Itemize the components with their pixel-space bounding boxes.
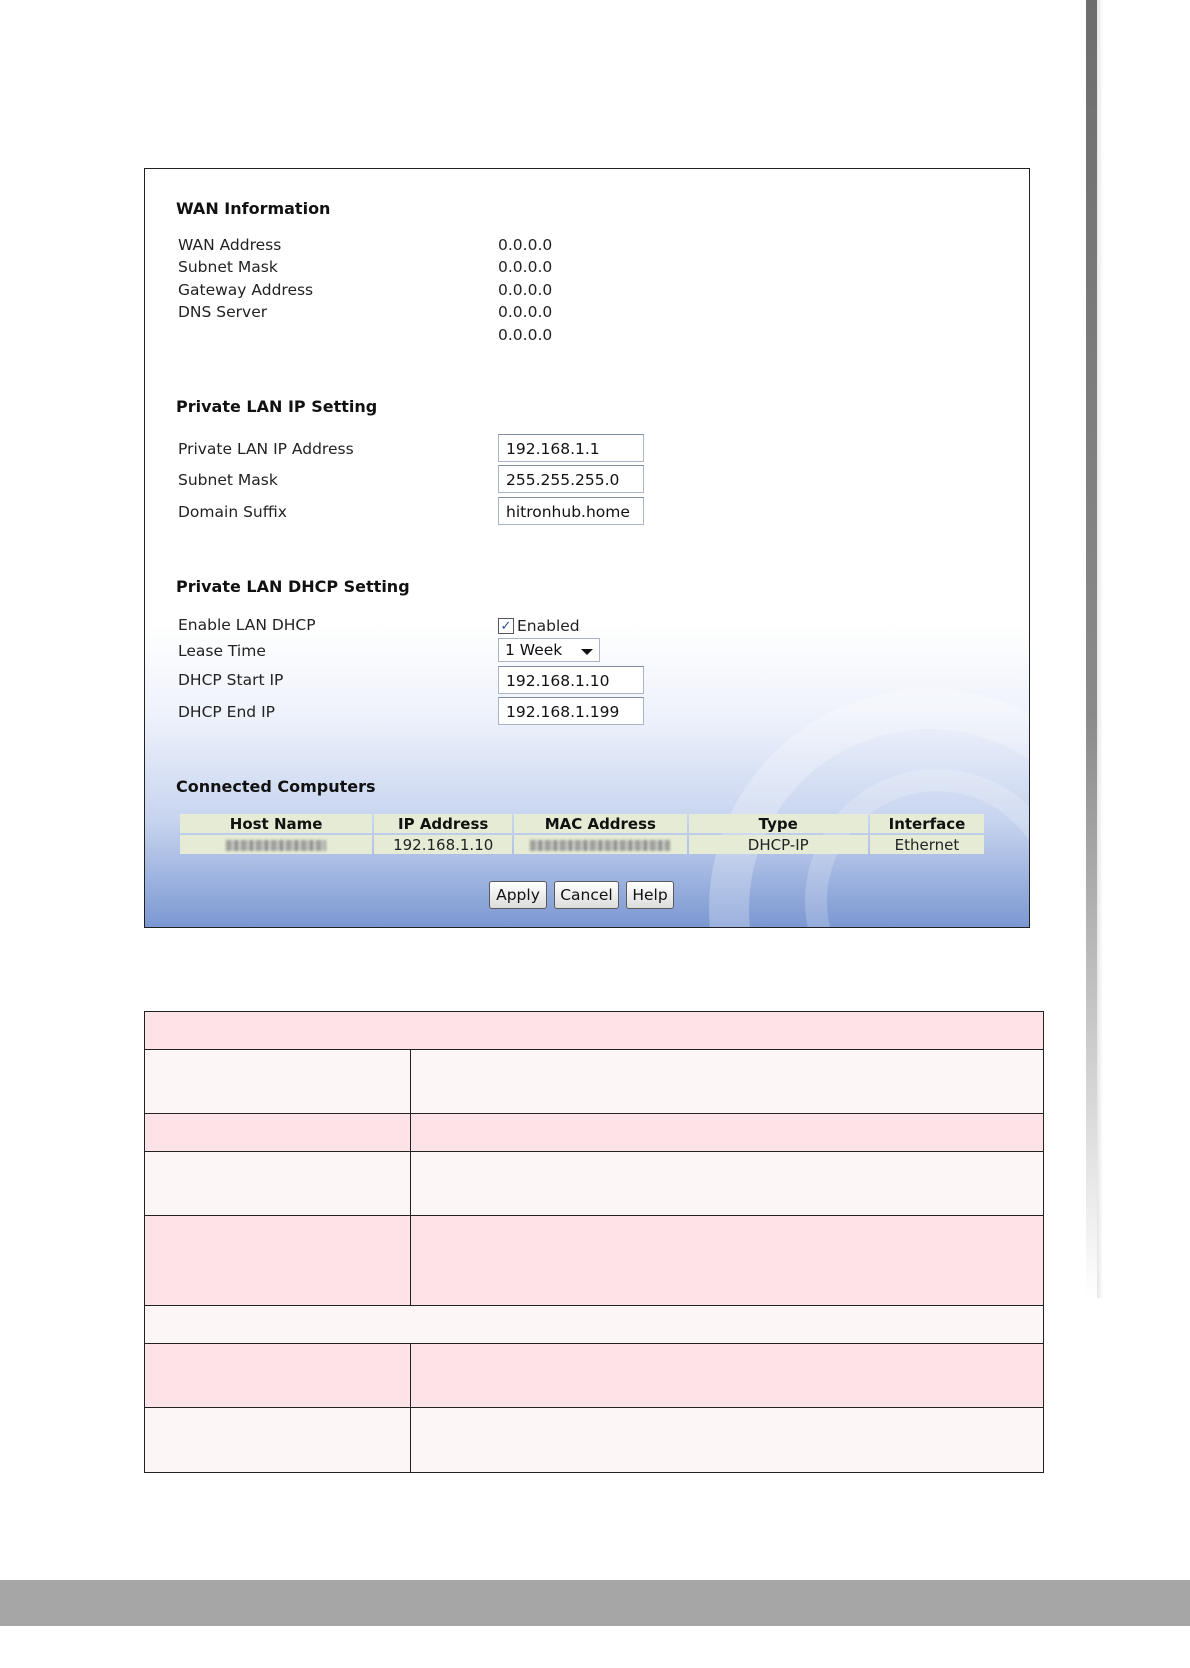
connected-title: Connected Computers <box>176 777 376 796</box>
table-cell-label <box>145 1216 411 1305</box>
lan-ip-title: Private LAN IP Setting <box>176 397 378 416</box>
enable-dhcp-label: Enable LAN DHCP <box>178 616 316 634</box>
type-cell: DHCP-IP <box>689 835 868 854</box>
dhcp-end-label: DHCP End IP <box>178 703 275 721</box>
lan-subnet-input[interactable]: 255.255.255.0 <box>498 465 644 493</box>
interface-cell: Ethernet <box>870 835 984 854</box>
wan-gateway-value: 0.0.0.0 <box>498 281 553 299</box>
wan-dns-label: DNS Server <box>178 303 268 321</box>
wan-address-label: WAN Address <box>178 236 282 254</box>
enable-dhcp-checkbox[interactable] <box>498 618 514 634</box>
table-cell-label <box>145 1344 411 1407</box>
wan-dns-value-2: 0.0.0.0 <box>498 326 553 344</box>
col-mac-address: MAC Address <box>514 814 686 833</box>
col-type: Type <box>689 814 868 833</box>
page-edge-shadow <box>1097 0 1103 1298</box>
col-interface: Interface <box>870 814 984 833</box>
page-edge-bar <box>1086 0 1097 1298</box>
cancel-button[interactable]: Cancel <box>554 881 619 909</box>
connected-computers-table <box>178 812 986 856</box>
checkmark-icon: ✓ <box>500 618 512 634</box>
footer-band <box>0 1580 1190 1626</box>
dhcp-start-label: DHCP Start IP <box>178 671 284 689</box>
enable-dhcp-text: Enabled <box>517 617 580 635</box>
table-row <box>180 835 984 854</box>
host-name-cell <box>180 835 372 854</box>
dhcp-start-input[interactable]: 192.168.1.10 <box>498 666 644 694</box>
parameter-table <box>144 1011 1044 1473</box>
help-button[interactable]: Help <box>626 881 674 909</box>
wan-gateway-label: Gateway Address <box>178 281 314 299</box>
lease-time-value: 1 Week <box>505 641 563 659</box>
apply-button[interactable]: Apply <box>489 881 547 909</box>
router-lan-settings-panel <box>144 168 1030 928</box>
table-cell-label <box>145 1408 411 1472</box>
dhcp-title: Private LAN DHCP Setting <box>176 577 410 596</box>
lan-ip-address-label: Private LAN IP Address <box>178 440 354 458</box>
wan-info-title: WAN Information <box>176 199 331 218</box>
table-cell-label <box>145 1114 411 1151</box>
col-host-name: Host Name <box>180 814 372 833</box>
table-row <box>145 1114 1043 1152</box>
table-cell-label <box>145 1050 411 1113</box>
col-ip-address: IP Address <box>374 814 512 833</box>
lease-time-select[interactable] <box>498 638 600 662</box>
table-row <box>145 1216 1043 1306</box>
wan-subnet-label: Subnet Mask <box>178 258 278 276</box>
table-row <box>145 1408 1043 1472</box>
wan-dns-value-1: 0.0.0.0 <box>498 303 553 321</box>
lan-subnet-label: Subnet Mask <box>178 471 278 489</box>
table-cell-label <box>145 1152 411 1215</box>
wan-address-value: 0.0.0.0 <box>498 236 553 254</box>
chevron-down-icon <box>581 649 593 655</box>
dhcp-end-input[interactable]: 192.168.1.199 <box>498 697 644 725</box>
mac-address-cell <box>514 835 686 854</box>
lan-ip-address-input[interactable]: 192.168.1.1 <box>498 434 644 462</box>
lease-time-label: Lease Time <box>178 642 266 660</box>
ip-address-cell: 192.168.1.10 <box>374 835 512 854</box>
redacted-host-name <box>226 840 326 851</box>
enable-dhcp-control[interactable] <box>498 615 580 637</box>
table-row <box>145 1012 1043 1050</box>
table-header-row <box>180 814 984 833</box>
table-row <box>145 1152 1043 1216</box>
table-row <box>145 1306 1043 1344</box>
table-row <box>145 1050 1043 1114</box>
table-row <box>145 1344 1043 1408</box>
wan-subnet-value: 0.0.0.0 <box>498 258 553 276</box>
redacted-mac-address <box>530 840 670 851</box>
domain-suffix-input[interactable]: hitronhub.home <box>498 497 644 525</box>
domain-suffix-label: Domain Suffix <box>178 503 287 521</box>
